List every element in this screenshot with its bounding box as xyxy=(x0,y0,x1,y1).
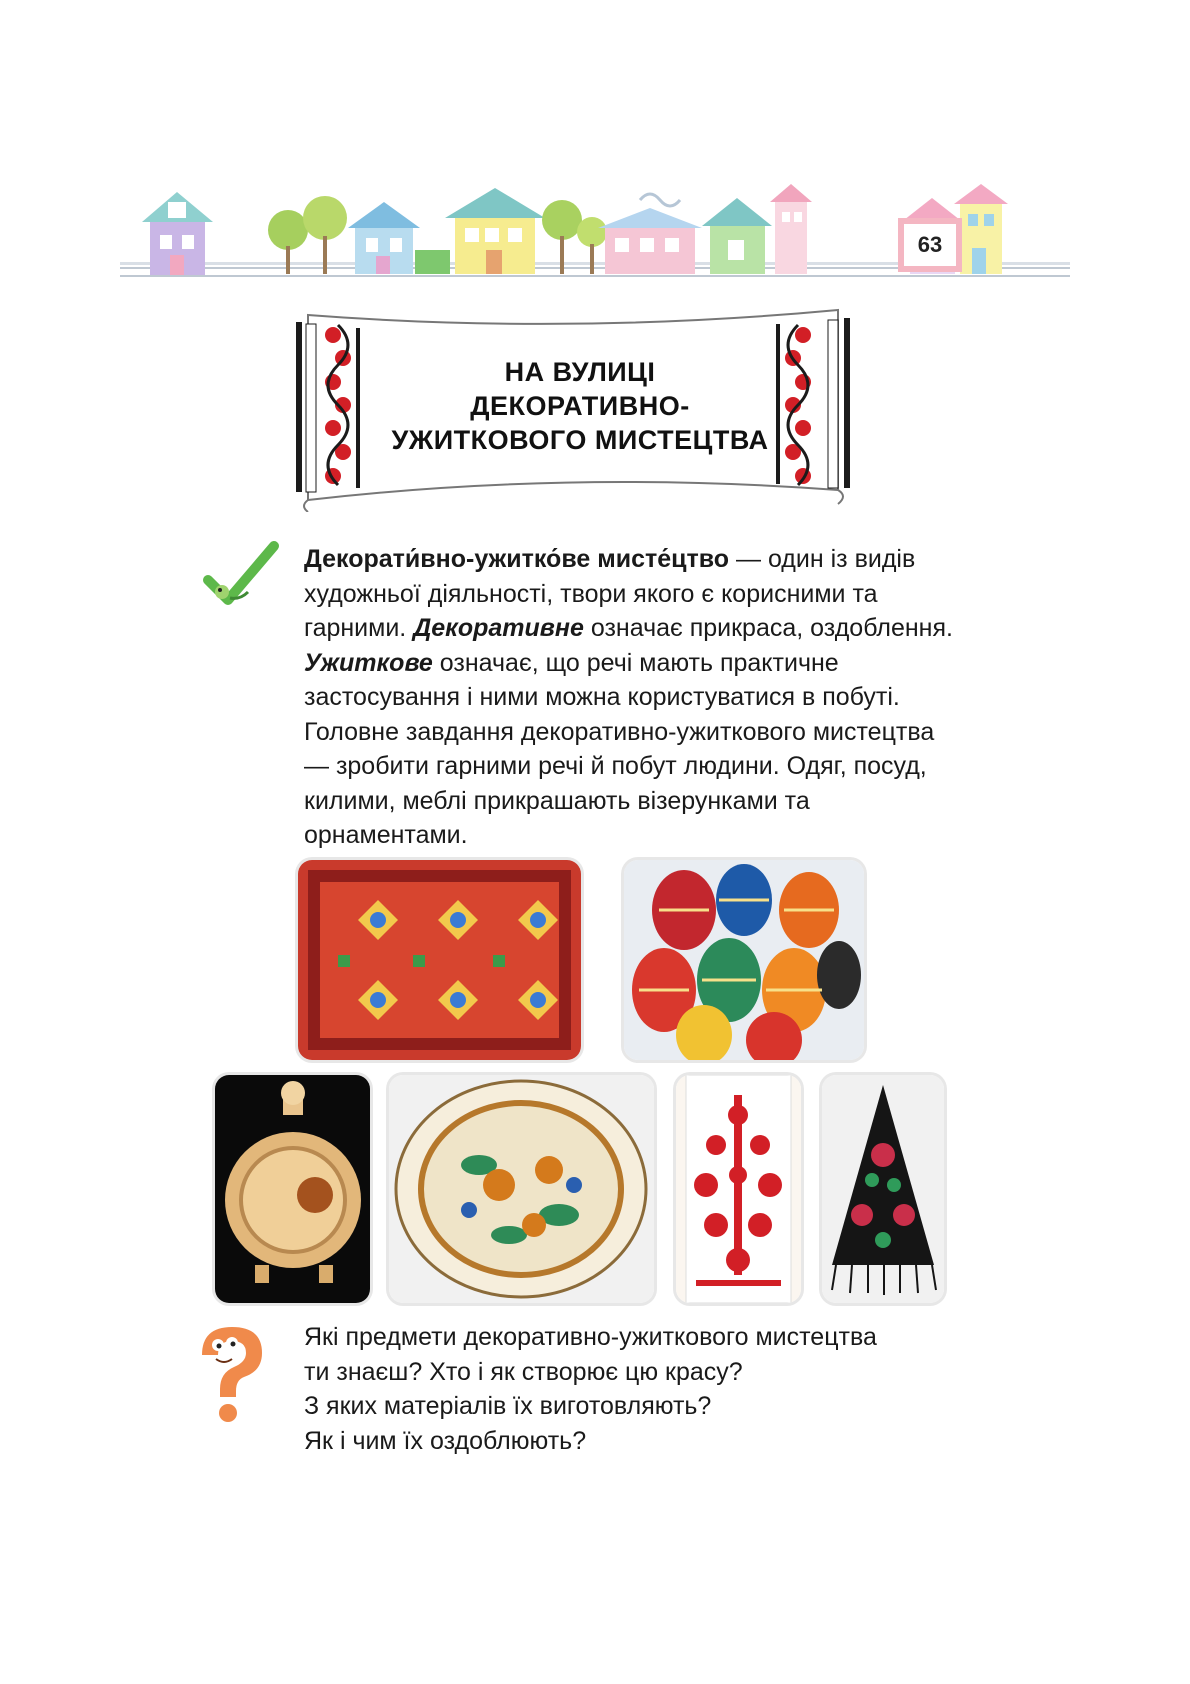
photo-embroidered-carpet xyxy=(298,860,581,1060)
page-title xyxy=(370,355,790,457)
green-checkmark-icon xyxy=(200,540,280,610)
title-line-1: НА ВУЛИЦІ xyxy=(504,357,656,387)
definition-term-decorative: Декоративне xyxy=(413,614,584,642)
definition-text-1: — один із видів художньої діяльності, твори якого є корисними та гарними. xyxy=(304,545,916,642)
photo-floral-shawl xyxy=(822,1075,944,1303)
definition-term: Декорати́вно-ужитко́ве мисте́цтво xyxy=(304,545,730,573)
page-number: 63 xyxy=(917,232,943,257)
question-line-1: Які предмети декоративно-ужиткового мистецтва xyxy=(304,1323,877,1351)
definition-text-2: означає прикраса, оздоблення. xyxy=(583,614,953,642)
discussion-questions xyxy=(304,1320,984,1458)
question-mark-character-icon xyxy=(190,1325,268,1425)
question-line-4: Як і чим їх оздоблюють? xyxy=(304,1426,587,1455)
photo-painted-ceramic-plate xyxy=(389,1075,654,1303)
photo-embroidered-towel xyxy=(676,1075,801,1303)
definition-term-applied: Ужиткове xyxy=(304,648,433,677)
definition-text-3: означає, що речі мають практичне застосування і ними можна користуватися в побуті. Головне завдання декоративно-ужиткового мистецтва — зробити гарними речі й побут людини. Одяг, посуд, килими, меблі прикрашають візерунками та орнаментами. xyxy=(304,648,935,849)
photo-painted-easter-eggs xyxy=(624,860,864,1060)
photo-carved-wooden-flask xyxy=(215,1075,370,1303)
title-line-2: ДЕКОРАТИВНО- xyxy=(470,391,690,421)
title-line-3: УЖИТКОВОГО МИСТЕЦТВА xyxy=(391,425,769,455)
question-line-2: ти знаєш? Хто і як створює цю красу? xyxy=(304,1357,743,1386)
definition-paragraph xyxy=(304,542,960,853)
question-line-3: З яких матеріалів їх виготовляють? xyxy=(304,1392,712,1420)
page-number-badge xyxy=(898,218,962,272)
